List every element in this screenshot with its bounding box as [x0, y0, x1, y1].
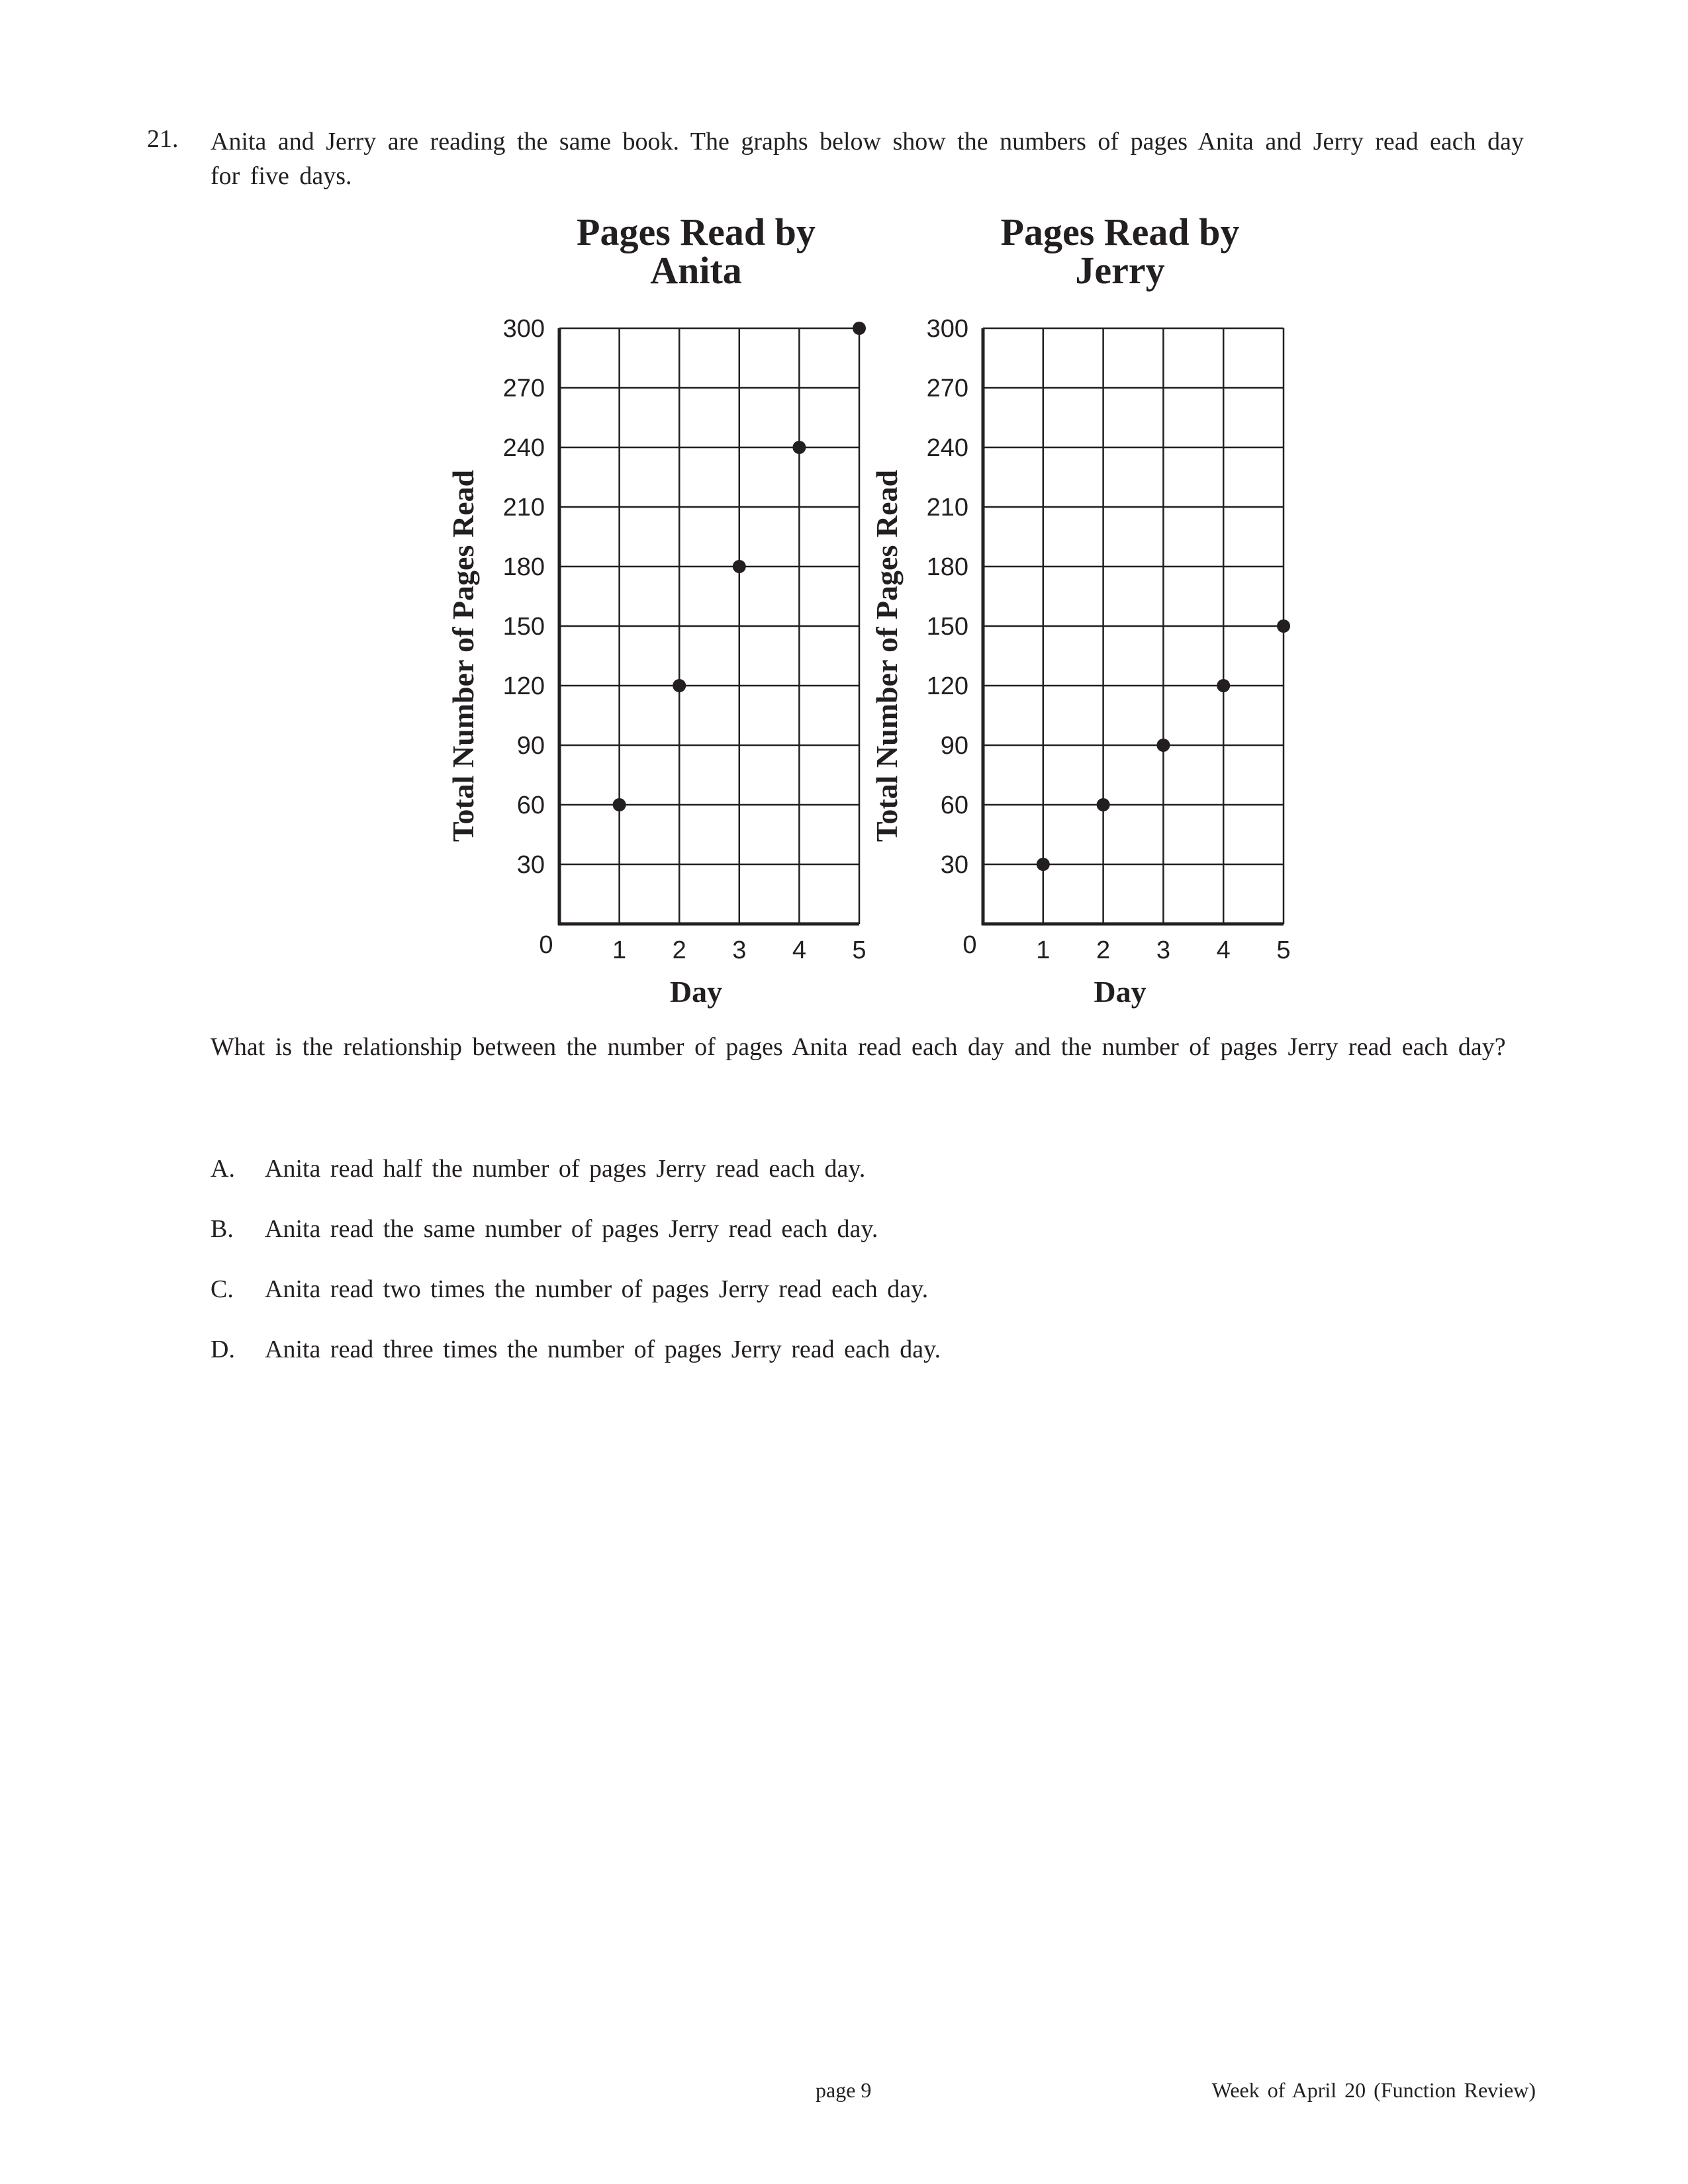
choice-c[interactable]	[211, 1272, 928, 1306]
y-tick-label: 150	[502, 613, 545, 641]
choice-letter: D.	[211, 1336, 235, 1363]
y-tick-label: 120	[926, 672, 968, 700]
choice-text: Anita read the same number of pages Jerry read each day.	[265, 1215, 878, 1243]
choice-letter: C.	[211, 1275, 234, 1303]
charts-area	[0, 0, 1688, 1019]
data-point	[1156, 739, 1170, 752]
x-tick-label: 2	[1096, 936, 1111, 964]
x-tick-label: 2	[672, 936, 686, 964]
chart-title-line2: Jerry	[1075, 249, 1165, 292]
chart-jerry	[870, 210, 1291, 1009]
y-axis-title: Total Number of Pages Read	[870, 469, 904, 842]
x-tick-label: 5	[1276, 936, 1291, 964]
y-tick-label: 150	[926, 613, 968, 641]
choice-d[interactable]	[211, 1332, 941, 1367]
x-tick-label: 4	[792, 936, 806, 964]
y-tick-label: 180	[926, 553, 968, 581]
data-point	[613, 798, 626, 811]
choice-text: Anita read three times the number of pages Jerry read each day.	[265, 1336, 941, 1363]
y-tick-label: 120	[502, 672, 545, 700]
y-tick-label: 270	[502, 375, 545, 402]
footer-page-number: page 9	[816, 2078, 872, 2102]
question-prompt: What is the relationship between the number of pages Anita read each day and the number of pages Jerry read each day?	[211, 1033, 1506, 1061]
x-tick-label: 1	[612, 936, 627, 964]
y-tick-label: 210	[926, 494, 968, 522]
y-tick-label: 60	[940, 792, 968, 819]
y-tick-label: 180	[502, 553, 545, 581]
data-point	[1037, 858, 1050, 871]
y-tick-label: 300	[926, 315, 968, 343]
y-tick-label: 60	[516, 792, 545, 819]
data-point	[1097, 798, 1110, 811]
x-tick-label: 1	[1036, 936, 1051, 964]
chart-title-line1: Pages Read by	[1000, 210, 1240, 253]
chart-anita	[446, 210, 867, 1009]
footer-week-label: Week of April 20 (Function Review)	[1211, 2078, 1536, 2102]
chart-title-line1: Pages Read by	[577, 210, 816, 253]
data-point	[853, 322, 866, 335]
x-tick-label: 4	[1216, 936, 1231, 964]
choice-b[interactable]	[211, 1212, 878, 1246]
data-point	[673, 679, 686, 692]
y-tick-label: 30	[940, 851, 968, 879]
y-tick-label: 90	[940, 732, 968, 760]
y-tick-label: 240	[926, 434, 968, 462]
origin-label: 0	[539, 931, 553, 959]
data-point	[792, 441, 806, 454]
y-tick-label: 300	[502, 315, 545, 343]
y-tick-label: 210	[502, 494, 545, 522]
choice-text: Anita read two times the number of pages Jerry read each day.	[265, 1275, 929, 1303]
y-axis-title: Total Number of Pages Read	[446, 469, 480, 842]
y-tick-label: 30	[516, 851, 545, 879]
choice-letter: B.	[211, 1215, 234, 1243]
choice-letter: A.	[211, 1155, 235, 1183]
x-tick-label: 5	[852, 936, 867, 964]
y-tick-label: 270	[926, 375, 968, 402]
choice-text: Anita read half the number of pages Jerry read each day.	[265, 1155, 866, 1183]
origin-label: 0	[962, 931, 977, 959]
x-axis-title: Day	[669, 975, 723, 1009]
chart-title-line2: Anita	[650, 249, 742, 292]
data-point	[733, 560, 746, 573]
question-number: 21.	[147, 125, 179, 153]
question-text: Anita and Jerry are reading the same book. The graphs below show the numbers of pages Anita and Jerry read each day for five days.	[211, 128, 1524, 190]
data-point	[1217, 679, 1230, 692]
y-tick-label: 240	[502, 434, 545, 462]
y-tick-label: 90	[516, 732, 545, 760]
x-axis-title: Day	[1094, 975, 1147, 1009]
x-tick-label: 3	[1156, 936, 1170, 964]
data-point	[1277, 619, 1290, 633]
x-tick-label: 3	[732, 936, 747, 964]
choice-a[interactable]	[211, 1152, 865, 1186]
